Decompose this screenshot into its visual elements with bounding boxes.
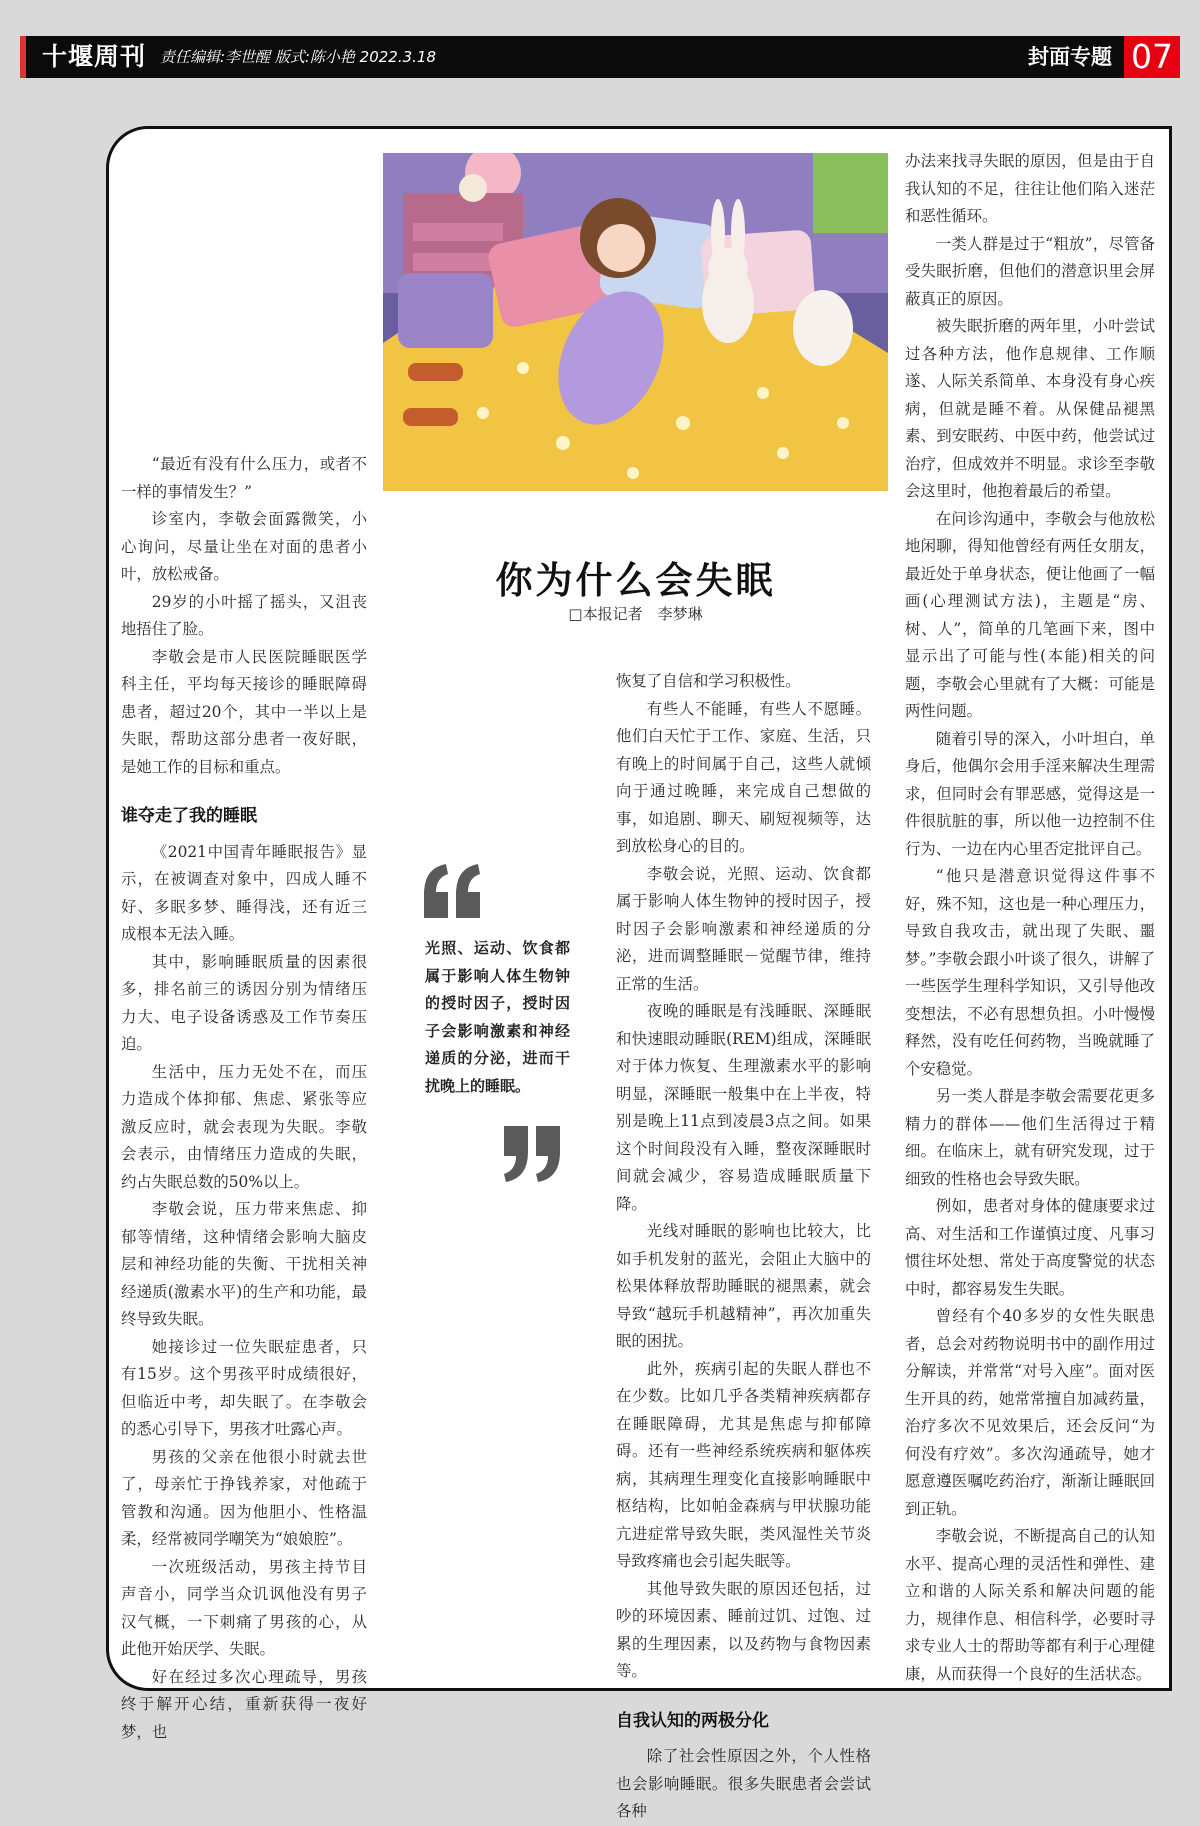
paragraph: 除了社会性原因之外，个人性格也会影响睡眠。很多失眠患者会尝试各种 bbox=[616, 1747, 871, 1820]
paragraph: 在问诊沟通中，李敬会与他放松地闲聊，得知他曾经有两任女朋友，最近处于单身状态，便让他画了一幅画(心理测试方法)，主题是“房、树、人”，简单的几笔画下来，图中显示出了可能与性(本能)相关的问题，李敬会心里就有了大概：可能是两性问题。 bbox=[905, 509, 1155, 720]
publication-brand: 十堰周刊 bbox=[20, 36, 158, 78]
paragraph: 男孩的父亲在他很小时就去世了，母亲忙于挣钱养家，对他疏于管教和沟通。因为他胆小、性格温柔，经常被同学嘲笑为“娘娘腔”。 bbox=[121, 1447, 367, 1548]
subheading: 自我认知的两极分化 bbox=[616, 1710, 769, 1731]
paragraph: 一类人群是过于“粗放”，尽管备受失眠折磨，但他们的潜意识里会屏蔽真正的原因。 bbox=[905, 234, 1155, 308]
article-column-3 bbox=[905, 148, 1155, 1688]
paragraph: “最近有没有什么压力，或者不一样的事情发生？” bbox=[121, 455, 367, 501]
paragraph: 29岁的小叶摇了摇头，又沮丧地捂住了脸。 bbox=[121, 592, 367, 638]
paragraph: “他只是潜意识觉得这件事不好，殊不知，这也是一种心理压力，导致自我攻击，就出现了失眠、噩梦。”李敬会跟小叶谈了很久，讲解了一些医学生理科学知识，又引导他改变想法，不必有思想负担。小叶慢慢释然，没有吃任何药物，当晚就睡了个安稳觉。 bbox=[905, 867, 1155, 1078]
paragraph: 李敬会说，压力带来焦虑、抑郁等情绪，这种情绪会影响大脑皮层和神经功能的失衡、干扰相关神经递质(激素水平)的生产和功能，最终导致失眠。 bbox=[121, 1200, 367, 1328]
subheading: 谁夺走了我的睡眠 bbox=[121, 806, 257, 826]
paragraph: 随着引导的深入，小叶坦白，单身后，他偶尔会用手淫来解决生理需求，但同时会有罪恶感，觉得这是一件很肮脏的事，所以他一边控制不住行为、一边在内心里否定批评自己。 bbox=[905, 729, 1155, 858]
section-title: 封面专题 bbox=[1028, 45, 1112, 69]
paragraph: 另一类人群是李敬会需要花更多精力的群体——他们生活得过于精细。在临床上，就有研究发现，过于细致的性格也会导致失眠。 bbox=[905, 1087, 1155, 1188]
article-column-2 bbox=[616, 668, 871, 1826]
paragraph: 其中，影响睡眠质量的因素很多，排名前三的诱因分别为情绪压力大、电子设备诱惑及工作节奏压迫。 bbox=[121, 952, 367, 1053]
paragraph: 办法来找寻失眠的原因，但是由于自我认知的不足，往往让他们陷入迷茫和恶性循环。 bbox=[905, 152, 1155, 225]
paragraph: 她接诊过一位失眠症患者，只有15岁。这个男孩平时成绩很好，但临近中考，却失眠了。在李敬会的悉心引导下，男孩才吐露心声。 bbox=[121, 1337, 367, 1438]
paragraph: 李敬会说，光照、运动、饮食都属于影响人体生物钟的授时因子，授时因子会影响激素和神经递质的分泌，进而调整睡眠－觉醒节律，维持正常的生活。 bbox=[616, 864, 871, 993]
paragraph: 被失眠折磨的两年里，小叶尝试过各种方法，他作息规律、工作顺遂、人际关系简单、本身没有身心疾病，但就是睡不着。从保健品褪黑素、到安眠药、中医中药，他尝试过治疗，但成效并不明显。求诊至李敬会这里时，他抱着最后的希望。 bbox=[905, 317, 1155, 500]
paragraph: 生活中，压力无处不在，而压力造成个体抑郁、焦虑、紧张等应激反应时，就会表现为失眠。李敬会表示，由情绪压力造成的失眠，约占失眠总数的50%以上。 bbox=[121, 1062, 367, 1191]
paragraph: 李敬会是市人民医院睡眠医学科主任，平均每天接诊的睡眠障碍患者，超过20个，其中一半以上是失眠，帮助这部分患者一夜好眠，是她工作的目标和重点。 bbox=[121, 647, 367, 776]
close-quote-icon bbox=[500, 1120, 564, 1190]
paragraph: 夜晚的睡眠是有浅睡眠、深睡眠和快速眼动睡眠(REM)组成，深睡眠对于体力恢复、生理激素水平的影响明显，深睡眠一般集中在上半夜，特别是晚上11点到凌晨3点之间。如果这个时间段没有入睡，整夜深睡眠时间就会减少，容易造成睡眠质量下降。 bbox=[616, 1002, 871, 1213]
paragraph: 曾经有个40多岁的女性失眠患者，总会对药物说明书中的副作用过分解读，并常常“对号入座”。面对医生开具的药，她常常擅自加减药量，治疗多次不见效果后，还会反问“为何没有疗效”。多次沟通疏导，她才愿意遵医嘱吃药治疗，渐渐让睡眠回到正轨。 bbox=[905, 1307, 1155, 1518]
paragraph: 此外，疾病引起的失眠人群也不在少数。比如几乎各类精神疾病都存在睡眠障碍，尤其是焦虑与抑郁障碍。还有一些神经系统疾病和躯体疾病，其病理生理变化直接影响睡眠中枢结构，比如帕金森病与甲状腺功能亢进症常导致失眠，类风湿性关节炎导致疼痛也会引起失眠等。 bbox=[616, 1359, 871, 1570]
page-header bbox=[20, 36, 1180, 78]
article-title: 你为什么会失眠 bbox=[495, 558, 776, 602]
sleeping-girl-illustration bbox=[383, 153, 888, 491]
paragraph: 例如，患者对身体的健康要求过高、对生活和工作谨慎过度、凡事习惯往坏处想、常处于高度警觉的状态中时，都容易发生失眠。 bbox=[905, 1197, 1155, 1298]
paragraph: 《2021中国青年睡眠报告》显示，在被调查对象中，四成人睡不好、多眠多梦、睡得浅，还有近三成根本无法入睡。 bbox=[121, 842, 367, 943]
paragraph: 好在经过多次心理疏导，男孩终于解开心结，重新获得一夜好梦，也 bbox=[121, 1667, 367, 1741]
paragraph: 一次班级活动，男孩主持节目声音小，同学当众讥讽他没有男子汉气概，一下刺痛了男孩的心，从此他开始厌学、失眠。 bbox=[121, 1557, 367, 1658]
paragraph: 其他导致失眠的原因还包括，过吵的环境因素、睡前过饥、过饱、过累的生理因素，以及药物与食物因素等。 bbox=[616, 1579, 871, 1680]
paragraph: 诊室内，李敬会面露微笑，小心询问，尽量让坐在对面的患者小叶，放松戒备。 bbox=[121, 510, 367, 583]
open-quote-icon bbox=[420, 858, 484, 928]
page-number: 07 bbox=[1124, 36, 1180, 78]
editor-line: 责任编辑:李世醒 版式:陈小艳 2022.3.18 bbox=[160, 48, 436, 66]
pull-quote: 光照、运动、饮食都属于影响人体生物钟的授时因子，授时因子会影响激素和神经递质的分泌，进而干扰晚上的睡眠。 bbox=[425, 939, 570, 1095]
paragraph: 光线对睡眠的影响也比较大，比如手机发射的蓝光，会阻止大脑中的松果体释放帮助睡眠的褪黑素，就会导致“越玩手机越精神”，再次加重失眠的困扰。 bbox=[616, 1222, 871, 1350]
article-column-1 bbox=[121, 451, 367, 1746]
paragraph: 恢复了自信和学习积极性。 bbox=[616, 672, 801, 690]
paragraph: 有些人不能睡，有些人不愿睡。他们白天忙于工作、家庭、生活，只有晚上的时间属于自己，这些人就倾向于通过晚睡，来完成自己想做的事，如追剧、聊天、刷短视频等，达到放松身心的目的。 bbox=[616, 699, 871, 855]
paragraph: 李敬会说，不断提高自己的认知水平、提高心理的灵活性和弹性、建立和谐的人际关系和解决问题的能力，规律作息、相信科学，必要时寻求专业人士的帮助等都有利于心理健康，从而获得一个良好的生活状态。 bbox=[905, 1527, 1155, 1683]
byline: □本报记者 李梦琳 bbox=[568, 605, 703, 623]
